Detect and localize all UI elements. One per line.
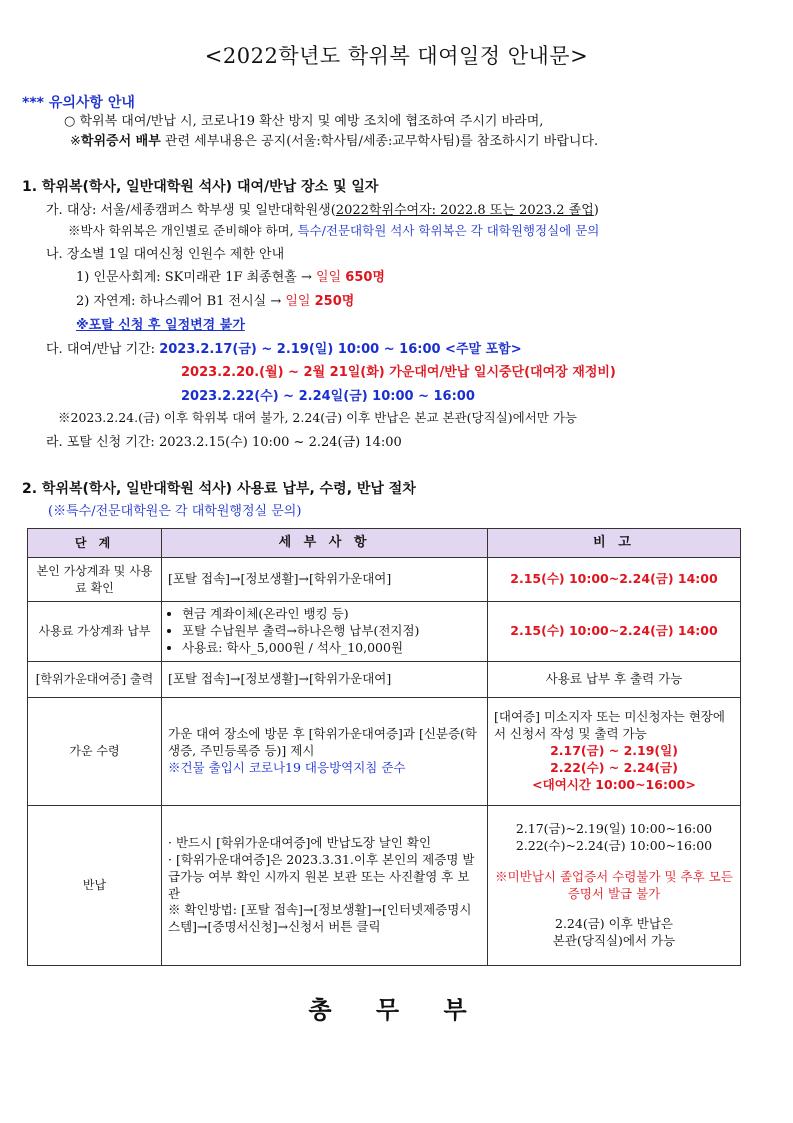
notice-line-2 [70,130,598,149]
note-cell [488,698,741,806]
section2-heading: 2. 학위복(학사, 일반대학원 석사) 사용료 납부, 수령, 반납 절차 [22,481,416,497]
section1-b1-count: 650명 [345,270,385,285]
notice-bold: 학위증서 배부 [80,134,161,149]
table-row [28,602,741,662]
section1-b: 나. 장소별 1일 대여신청 인원수 제한 안내 [46,247,285,262]
detail-text: ※ 확인방법: [포탈 접속]→[정보생활]→[인터넷제증명시스템]→[증명서신청]→신청서 버튼 클릭 [168,902,472,935]
header-note: 비 고 [488,529,741,558]
note-date-2: 2.22(수) ~ 2.24(금) [550,759,678,775]
note-text: [대여증] 미소지자 또는 미신청자는 현장에서 신청서 작성 및 출력 가능 [494,709,725,742]
footer-department: 총 무 부 [308,995,485,1024]
header-detail: 세 부 사 항 [162,529,488,558]
section1-a-suffix: ) [593,203,599,218]
section1-a-note-blue: 특수/전문대학원 석사 학위복은 각 대학원행정실에 문의 [297,223,600,238]
table-row [28,662,741,698]
section1-c-label: 다. 대여/반납 기간: [46,342,160,357]
notice-line-1: ○ 학위복 대여/반납 시, 코로나19 확산 방지 및 예방 조치에 협조하여 주시기 바라며, [64,114,544,129]
notice-rest: 관련 세부내용은 공지(서울:학사팀/세종:교무학사팀)를 참조하시기 바랍니다. [160,134,599,149]
detail-cell: [포탈 접속]→[정보생활]→[학위가운대여] [162,662,488,698]
notice-title: 유의사항 안내 [48,95,135,111]
note-date-1: 2.17(금) ~ 2.19(일) [550,743,678,759]
detail-item: • 현금 계좌이체(온라인 뱅킹 등) [182,606,481,623]
step-cell: 사용료 가상계좌 납부 [28,602,162,662]
detail-text: · 반드시 [학위가운대여증]에 반납도장 날인 확인 [168,834,432,850]
note-text: 2.22(수)~2.24(금) 10:00~16:00 [515,837,713,853]
note-time: <대여시간 10:00~16:00> [532,776,696,792]
detail-item: • 사용료: 학사_5,000원 / 석사_10,000원 [182,640,481,657]
header-step: 단 계 [28,529,162,558]
note-cell: 2.15(수) 10:00~2.24(금) 14:00 [488,558,741,602]
section1-c1: 2023.2.17(금) ~ 2.19(일) 10:00 ~ 16:00 <주말 포함> [159,342,522,357]
section1-b1-day: 일일 [316,270,342,285]
section1-b1 [76,266,385,285]
note-cell: 사용료 납부 후 출력 가능 [488,662,741,698]
note-cell: 2.15(수) 10:00~2.24(금) 14:00 [488,602,741,662]
detail-text: 가운 대여 장소에 방문 후 [학위가운대여증]과 [신분증(학생증, 주민등록증 등)] 제시 [168,726,477,759]
section2-sub: (※특수/전문대학원은 각 대학원행정실 문의) [48,504,302,519]
section1-b2-count: 250명 [314,294,355,309]
section1-c2: 2023.2.20.(월) ~ 2월 21일(화) 가운대여/반납 일시중단(대여장 재정비) [181,365,616,380]
step-cell: 본인 가상계좌 및 사용료 확인 [28,558,162,602]
note-text: 본관(당직실)에서 가능 [552,933,676,949]
section1-b2 [76,290,354,309]
detail-cell: [포탈 접속]→[정보생활]→[학위가운대여] [162,558,488,602]
notice-mark: ※ [70,134,81,149]
section1-heading: 1. 학위복(학사, 일반대학원 석사) 대여/반납 장소 및 일자 [22,179,379,195]
section1-a-note [68,221,599,239]
detail-item: • 포탈 수납원부 출력→하나은행 납부(전지점) [182,623,481,640]
step-cell: [학위가운대여증] 출력 [28,662,162,698]
section1-a-note-black: ※박사 학위복은 개인별로 준비해야 하며, [68,223,298,238]
detail-cell [162,806,488,966]
step-cell: 반납 [28,806,162,966]
section1-a [46,199,599,218]
note-text: 2.24(금) 이후 반납은 [555,916,673,932]
section1-b2-text: 2) 자연계: 하나스퀘어 B1 전시실 → [76,294,286,309]
note-warning: ※미반납시 졸업증서 수령불가 및 추후 모든 증명서 발급 불가 [495,868,733,901]
detail-cell [162,698,488,806]
section1-b1-text: 1) 인문사회계: SK미래관 1F 최종현홀 → [76,270,317,285]
section1-c3: 2023.2.22(수) ~ 2.24일(금) 10:00 ~ 16:00 [181,389,475,404]
section1-c [46,338,522,357]
note-cell [488,806,741,966]
table-row [28,698,741,806]
section1-d: 라. 포탈 신청 기간: 2023.2.15(수) 10:00 ~ 2.24(금) 14:00 [46,435,402,450]
procedure-table [27,528,741,966]
table-header-row [28,529,741,558]
table-row [28,558,741,602]
section1-b2-day: 일일 [285,294,311,309]
notice-stars: *** [22,95,44,111]
section1-a-prefix: 가. 대상: 서울/세종캠퍼스 학부생 및 일반대학원생( [46,203,336,218]
note-text: 2.17(금)~2.19(일) 10:00~16:00 [515,820,713,836]
section1-b-note: ※포탈 신청 후 일정변경 불가 [76,318,245,333]
page-title: <2022학년도 학위복 대여일정 안내문> [204,44,589,68]
table-row [28,806,741,966]
detail-note: ※건물 출입시 코로나19 대응방역지침 준수 [168,759,406,775]
detail-cell [162,602,488,662]
section1-c-note: ※2023.2.24.(금) 이후 학위복 대여 불가, 2.24(금) 이후 반납은 본교 본관(당직실)에서만 가능 [58,410,577,425]
section1-a-underline: 2022학위수여자: 2022.8 또는 2023.2 졸업 [335,203,594,218]
step-cell: 가운 수령 [28,698,162,806]
notice-heading [22,92,135,112]
detail-text: · [학위가운대여증]은 2023.3.31.이후 본인의 제증명 발급가능 여부 확인 시까지 원본 보관 또는 사진촬영 후 보관 [168,851,475,901]
